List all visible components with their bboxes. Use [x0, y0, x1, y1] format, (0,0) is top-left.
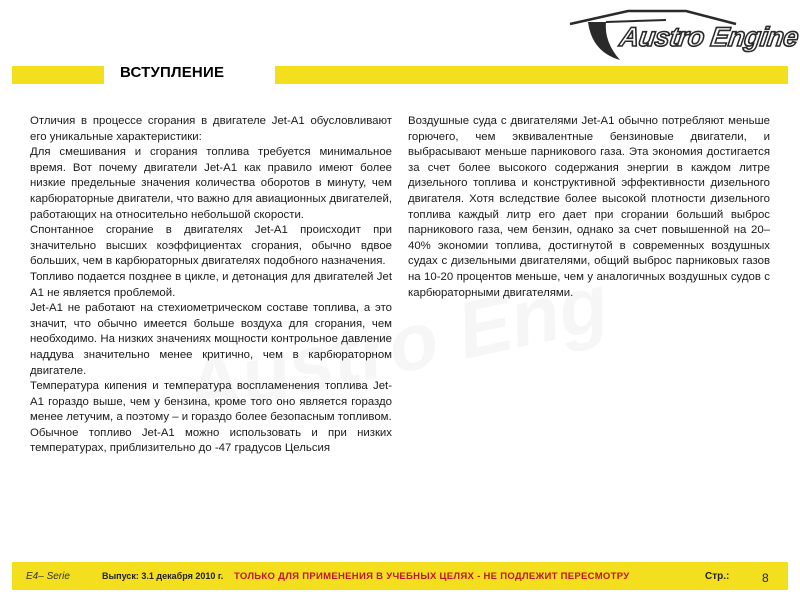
- footer-page-label: Стр.:: [705, 571, 730, 582]
- footer-page-number: 8: [762, 571, 769, 585]
- paragraph: Для смешивания и сгорания топлива требуется минимальное время. Вот почему двигатели Jet-A1 как правило имеют более низкие предельные значения количества оборотов в минуту, чем карбюраторные двигатели, что важно для авиационных двигателей, работающих на относительно небольшой скорости.: [30, 146, 392, 221]
- paragraph: Спонтанное сгорание в двигателях Jet-A1 происходит при значительно высших коэффициентах сгорания, обычно вдвое больших, чем в карбюраторных двигателях подобного назначения.: [30, 224, 392, 268]
- footer-series: E4– Serie: [26, 571, 70, 582]
- paragraph: Отличия в процессе сгорания в двигателе Jet-A1 обусловливают его уникальные характеристики:: [30, 115, 392, 143]
- paragraph: Воздушные суда с двигателями Jet-A1 обычно потребляют меньше горючего, чем эквивалентные бензиновые двигатели, и выбрасывают меньше парникового газа. Эта экономия достигается за счет более высокого содержания энергии в каждом литре дизельного топлива и конструктивной эффективности дизельного двигателя. Хотя вследствие более высокой плотности дизельного топлива каждый литр его дает при сгорании больший выброс парникового газа, чем бензин, однако за счет повышенной на 20–40% экономии топлива, достигнутой в современных воздушных судах с дизельными двигателями, общий выброс парниковых газов на 10-20 процентов меньше, чем у аналогичных воздушных судов с карбюраторными двигателями.: [408, 115, 770, 299]
- footer-issue-date: Выпуск: 3.1 декабря 2010 г.: [102, 571, 224, 581]
- paragraph: Обычное топливо Jet-A1 можно использовать и при низких температурах, приблизительно до -47 градусов Цельсия: [30, 426, 392, 455]
- footer-bar: [12, 562, 788, 590]
- header-bar-right: [275, 66, 788, 84]
- footer-training-notice: ТОЛЬКО ДЛЯ ПРИМЕНЕНИЯ В УЧЕБНЫХ ЦЕЛЯХ - НЕ ПОДЛЕЖИТ ПЕРЕСМОТРУ: [234, 571, 630, 582]
- paragraph: Температура кипения и температура воспламенения топлива Jet-A1 гораздо выше, чем у бензина, кроме того оно является гораздо менее летучим, а поэтому – и гораздо более безопасным топливом.: [30, 380, 392, 424]
- left-column: [30, 114, 392, 457]
- logo-wordmark: Austro Engine: [617, 22, 800, 52]
- paragraph: Jet-A1 не работают на стехиометрическом составе топлива, а это значит, что обычно имеется больше воздуха для сгорания, чем необходимо. На низких значениях мощности контрольное давление наддува значительно менее критично, чем в карбюраторном двигателе.: [30, 302, 392, 377]
- header-bar-left: [12, 66, 104, 84]
- paragraph: Топливо подается позднее в цикле, и детонация для двигателей Jet A1 не является проблемой.: [30, 270, 392, 299]
- section-title: ВСТУПЛЕНИЕ: [120, 64, 225, 81]
- right-column: [408, 114, 770, 301]
